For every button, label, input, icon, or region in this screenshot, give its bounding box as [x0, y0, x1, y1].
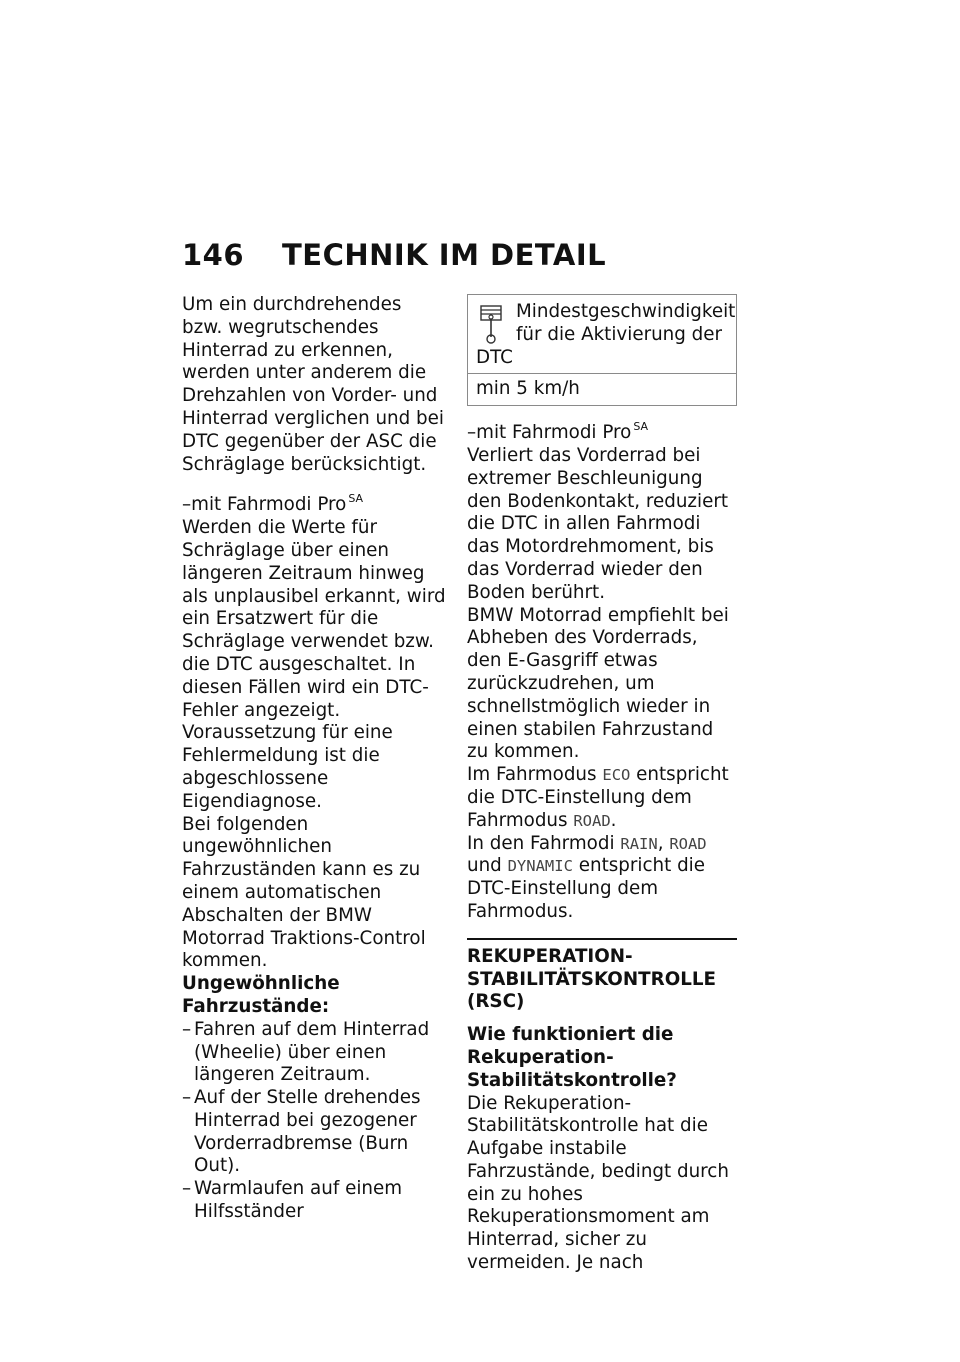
- section-divider: [467, 938, 737, 940]
- pro-label-line-right: [467, 416, 737, 445]
- rsc-paragraph: Die Rekuperation-Stabilitätskontrolle hat die Aufgabe instabile Fahrzustände, bedingt durch ein zu hohes Rekuperationsmoment am Hinterrad, sicher zu vermeiden. Je nach: [467, 1092, 729, 1274]
- special-equipment-sup: SA: [633, 420, 649, 434]
- list-item-text: Auf der Stelle drehendes Hinterrad bei gezogener Vorderradbremse (Burn Out).: [194, 1087, 421, 1177]
- mode-eco: ECO: [602, 766, 631, 785]
- piston-icon: [480, 305, 502, 345]
- mode-dynamic: DYNAMIC: [507, 857, 573, 876]
- list-item: – Warmlaufen auf einem Hilfsständer: [182, 1178, 447, 1224]
- list-item: – Fahren auf dem Hinterrad (Wheelie) über einen längeren Zeitraum.: [182, 1019, 447, 1087]
- section-title: REKUPERATION-STABILITÄTSKONTROLLE (RSC): [467, 945, 717, 1013]
- special-equipment-sup: SA: [348, 492, 364, 506]
- pro-block: [182, 488, 447, 1224]
- page-header: [182, 238, 606, 272]
- list-item-text: Fahren auf dem Hinterrad (Wheelie) über einen längeren Zeitraum.: [194, 1018, 430, 1086]
- eco-paragraph: Im Fahrmodus ECO entspricht die DTC-Einstellung dem Fahrmodus ROAD.: [467, 764, 729, 831]
- sub-title: Wie funktioniert die Rekuperation-Stabilitätskontrolle?: [467, 1024, 677, 1091]
- spec-label-line2: für die Aktivierung der: [516, 323, 723, 345]
- mode-rain: RAIN: [620, 834, 658, 853]
- list-item-text: Warmlaufen auf einem Hilfsständer: [194, 1178, 403, 1223]
- spec-label-line1: Mindestgeschwindigkeit: [516, 301, 736, 322]
- chapter-title: TECHNIK IM DETAIL: [282, 238, 607, 272]
- pro-label: –mit Fahrmodi Pro: [467, 422, 632, 444]
- list-item: – Auf der Stelle drehendes Hinterrad bei gezogener Vorderradbremse (Burn Out).: [182, 1087, 447, 1178]
- page-number: 146: [182, 238, 245, 272]
- intro-paragraph: Um ein durchdrehendes bzw. wegrutschendes Hinterrad zu erkennen, werden unter anderem die Drehzahlen von Vorder- und Hinterrad verglichen und bei DTC gegenüber der ASC die Schräglage berücksichtigt.: [182, 294, 444, 475]
- spec-label-cell: [468, 295, 736, 374]
- unusual-heading: Ungewöhnliche Fahrzustände:: [182, 973, 340, 1017]
- spec-label-line3: DTC: [476, 346, 513, 368]
- pro-label: –mit Fahrmodi Pro: [182, 494, 347, 516]
- lift-paragraph: Verliert das Vorderrad bei extremer Beschleunigung den Bodenkontakt, reduziert die DTC in allen Fahrmodi das Motordrehmoment, bis das Vorderrad wieder den Boden berührt.: [467, 444, 729, 603]
- modes-paragraph: In den Fahrmodi RAIN, ROAD und DYNAMIC entspricht die DTC-Einstellung dem Fahrmodus.: [467, 832, 707, 922]
- spec-table: [467, 294, 737, 406]
- pro-label-line: [182, 488, 447, 517]
- unusual-paragraph: Bei folgenden ungewöhnlichen Fahrzuständen kann es zu einem automatischen Abschalten der BMW Motorrad Traktions-Control kommen.: [182, 813, 426, 972]
- left-column: [182, 294, 447, 1236]
- right-column: [467, 294, 737, 1275]
- pro-paragraph: Werden die Werte für Schräglage über einen längeren Zeitraum hinweg als unplausibel erkannt, wird ein Ersatzwert für die Schräglage verwendet bzw. die DTC ausgeschaltet. In diesen Fällen wird ein DTC-Fehler angezeigt. Voraussetzung für eine Fehlermeldung ist die abgeschlossene Eigendiagnose.: [182, 517, 446, 812]
- mode-road: ROAD: [573, 811, 611, 830]
- recommend-paragraph: BMW Motorrad empfiehlt bei Abheben des Vorderrads, den E-Gasgriff etwas zurückzudrehen, um schnellstmöglich wieder in einen stabilen Fahrzustand zu kommen.: [467, 604, 729, 763]
- spec-value-cell: min 5 km/h: [476, 378, 580, 400]
- mode-road: ROAD: [669, 834, 707, 853]
